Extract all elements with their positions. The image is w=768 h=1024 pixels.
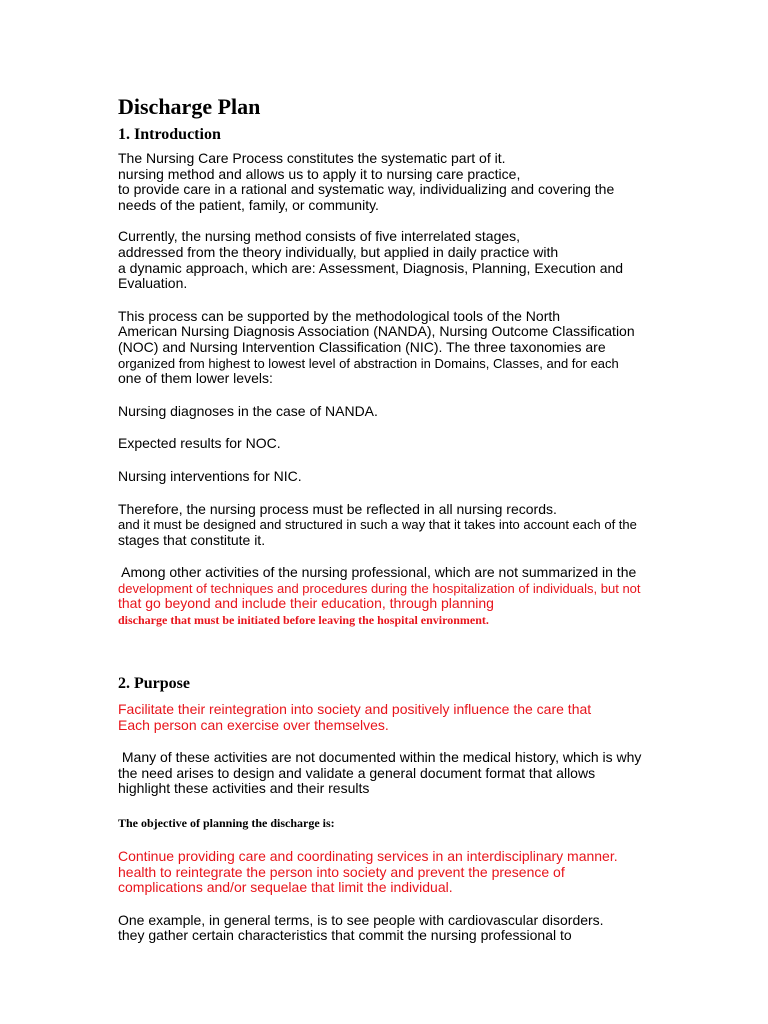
text-line: The Nursing Care Process constitutes the systematic part of it. — [118, 150, 506, 166]
text-line: Among other activities of the nursing professional, which are not summarized in the — [118, 564, 637, 581]
text-line: and it must be designed and structured in such a way that it takes into account each of the — [118, 517, 637, 533]
text-line: nursing method and allows us to apply it to nursing care practice, — [118, 165, 521, 182]
text-line: This process can be supported by the methodological tools of the North — [118, 307, 561, 324]
text-line: a dynamic approach, which are: Assessment, Diagnosis, Planning, Execution and — [118, 259, 624, 276]
highlighted-text-line: that go beyond and include their education, through planning — [118, 595, 494, 612]
text-line: the need arises to design and validate a general document format that allows — [118, 764, 596, 781]
highlighted-text-line: development of techniques and procedures during the hospitalization of individuals, but not — [118, 580, 641, 596]
document-body — [118, 93, 678, 944]
text-line: one of them lower levels: — [118, 370, 273, 387]
objective-label: The objective of planning the discharge is: — [118, 816, 335, 831]
text-line: highlight these activities and their results — [118, 780, 370, 797]
text-line: One example, in general terms, is to see people with cardiovascular disorders. — [118, 911, 604, 928]
intro-paragraph-activities — [118, 565, 678, 628]
section-heading-introduction: 1. Introduction — [118, 126, 221, 143]
highlighted-text-line: health to reintegrate the person into society and prevent the presence of — [118, 863, 565, 880]
text-line: they gather certain characteristics that commit the nursing professional to — [118, 927, 572, 944]
text-line: addressed from the theory individually, but applied in daily practice with — [118, 243, 559, 260]
purpose-objective-paragraph — [118, 849, 678, 896]
document-title: Discharge Plan — [118, 94, 261, 119]
highlighted-text-line: Continue providing care and coordinating services in an interdisciplinary manner. — [118, 848, 618, 865]
text-line: Currently, the nursing method consists of five interrelated stages, — [118, 228, 521, 245]
purpose-paragraph-1 — [118, 702, 678, 733]
text-line: organized from highest to lowest level of abstraction in Domains, Classes, and for each — [118, 355, 619, 371]
text-line: stages that constitute it. — [118, 531, 266, 548]
text-line: American Nursing Diagnosis Association (NANDA), Nursing Outcome Classification — [118, 323, 635, 340]
highlighted-text-line: Facilitate their reintegration into society and positively influence the care that — [118, 701, 592, 718]
text-line: Many of these activities are not documented within the medical history, which is why — [118, 749, 642, 766]
purpose-example-paragraph — [118, 913, 678, 944]
highlighted-text-line: complications and/or sequelae that limit the individual. — [118, 879, 453, 896]
text-line: (NOC) and Nursing Intervention Classification (NIC). The three taxonomies are — [118, 338, 606, 355]
text-line: needs of the patient, family, or community. — [118, 196, 379, 213]
noc-paragraph: Expected results for NOC. — [118, 435, 281, 452]
purpose-paragraph-2 — [118, 750, 678, 797]
text-line: Therefore, the nursing process must be reflected in all nursing records. — [118, 500, 557, 517]
text-line: Evaluation. — [118, 275, 188, 292]
text-line: to provide care in a rational and systematic way, individualizing and covering the — [118, 181, 615, 198]
intro-paragraph-3 — [118, 309, 678, 387]
intro-paragraph-records — [118, 502, 678, 549]
highlighted-text-line: Each person can exercise over themselves. — [118, 716, 389, 733]
section-heading-purpose: 2. Purpose — [118, 675, 190, 693]
nic-paragraph: Nursing interventions for NIC. — [118, 467, 302, 484]
nanda-paragraph: Nursing diagnoses in the case of NANDA. — [118, 402, 378, 419]
intro-paragraph-1 — [118, 151, 678, 213]
intro-paragraph-2 — [118, 229, 678, 291]
highlighted-text-line: discharge that must be initiated before leaving the hospital environment. — [118, 613, 489, 628]
